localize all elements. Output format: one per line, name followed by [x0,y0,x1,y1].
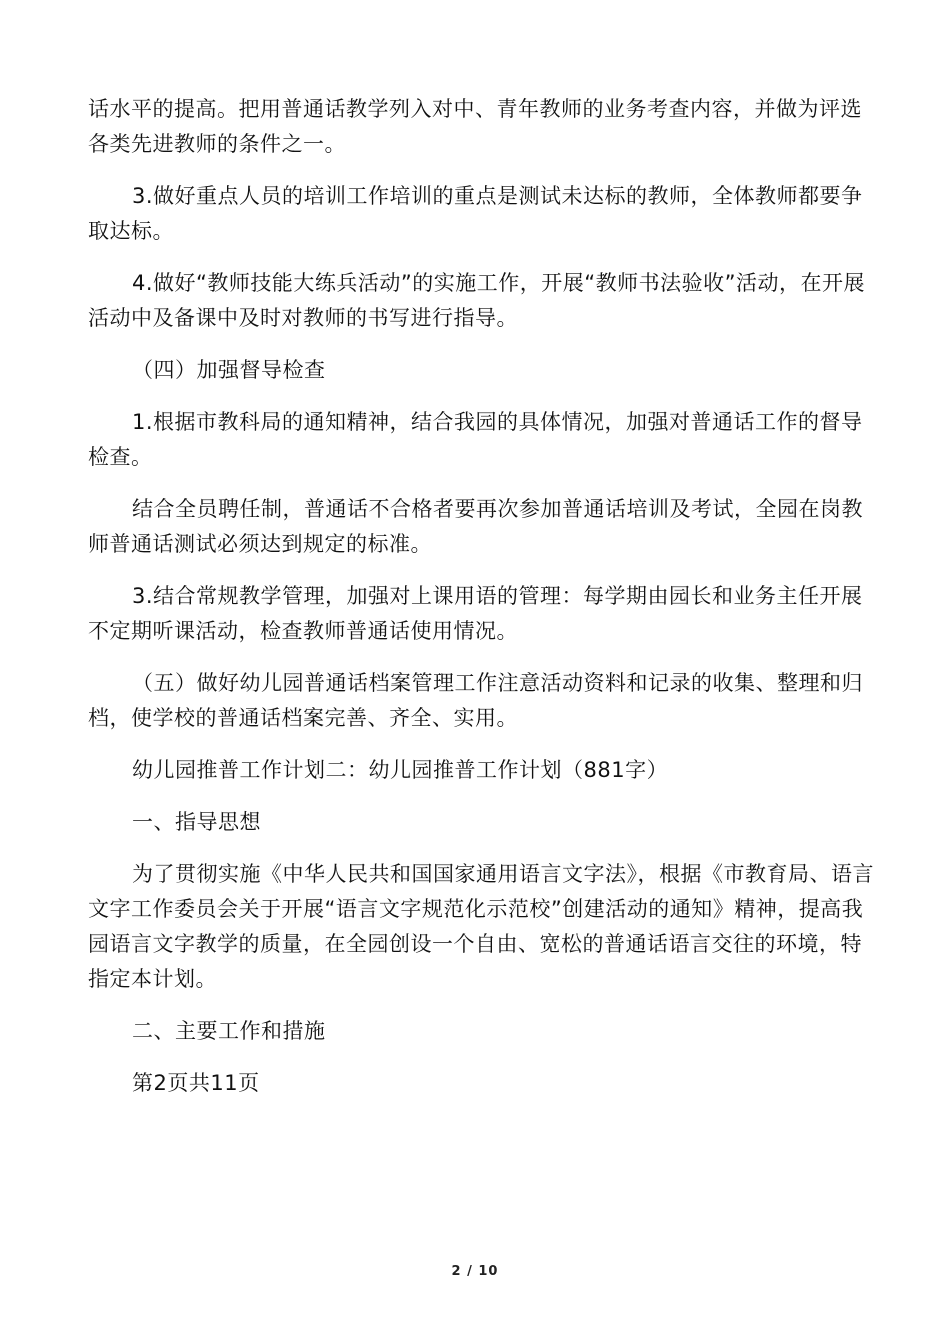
section-heading-archives: （五）做好幼儿园普通话档案管理工作注意活动资料和记录的收集、整理和归档，使学校的普通话档案完善、齐全、实用。 [88,671,863,730]
section-heading-supervision: （四）加强督导检查 [132,358,326,382]
section-heading-guiding-ideology: 一、指导思想 [132,810,261,834]
paragraph-purpose: 为了贯彻实施《中华人民共和国国家通用语言文字法》，根据《市教育局、语言文字工作委员会关于开展“语言文字规范化示范校”创建活动的通知》精神，提高我园语言文字教学的质量，在全园创设一个自由、宽松的普通话语言交往的环境，特指定本计划。 [88,862,874,991]
plan-two-title: 幼儿园推普工作计划二：幼儿园推普工作计划（881字） [132,758,669,782]
paragraph-item-4-skills: 4.做好“教师技能大练兵活动”的实施工作，开展“教师书法验收”活动，在开展活动中及备课中及时对教师的书写进行指导。 [88,271,866,330]
inline-page-number: 第2页共11页 [132,1071,260,1095]
paragraph-appointment: 结合全员聘任制，普通话不合格者要再次参加普通话培训及考试，全园在岗教师普通话测试必须达到规定的标准。 [88,497,863,556]
paragraph-item-1-inspection: 1.根据市教科局的通知精神，结合我园的具体情况，加强对普通话工作的督导检查。 [88,410,863,469]
section-heading-main-work: 二、主要工作和措施 [132,1019,326,1043]
page-indicator: 2 / 10 [451,1264,499,1279]
document-body [88,92,878,1101]
paragraph-continuation: 话水平的提高。把用普通话教学列入对中、青年教师的业务考查内容，并做为评选各类先进教师的条件之一。 [88,97,862,156]
paragraph-item-3-management: 3.结合常规教学管理，加强对上课用语的管理：每学期由园长和业务主任开展不定期听课活动，检查教师普通话使用情况。 [88,584,863,643]
paragraph-item-3-training: 3.做好重点人员的培训工作培训的重点是测试未达标的教师，全体教师都要争取达标。 [88,184,863,243]
